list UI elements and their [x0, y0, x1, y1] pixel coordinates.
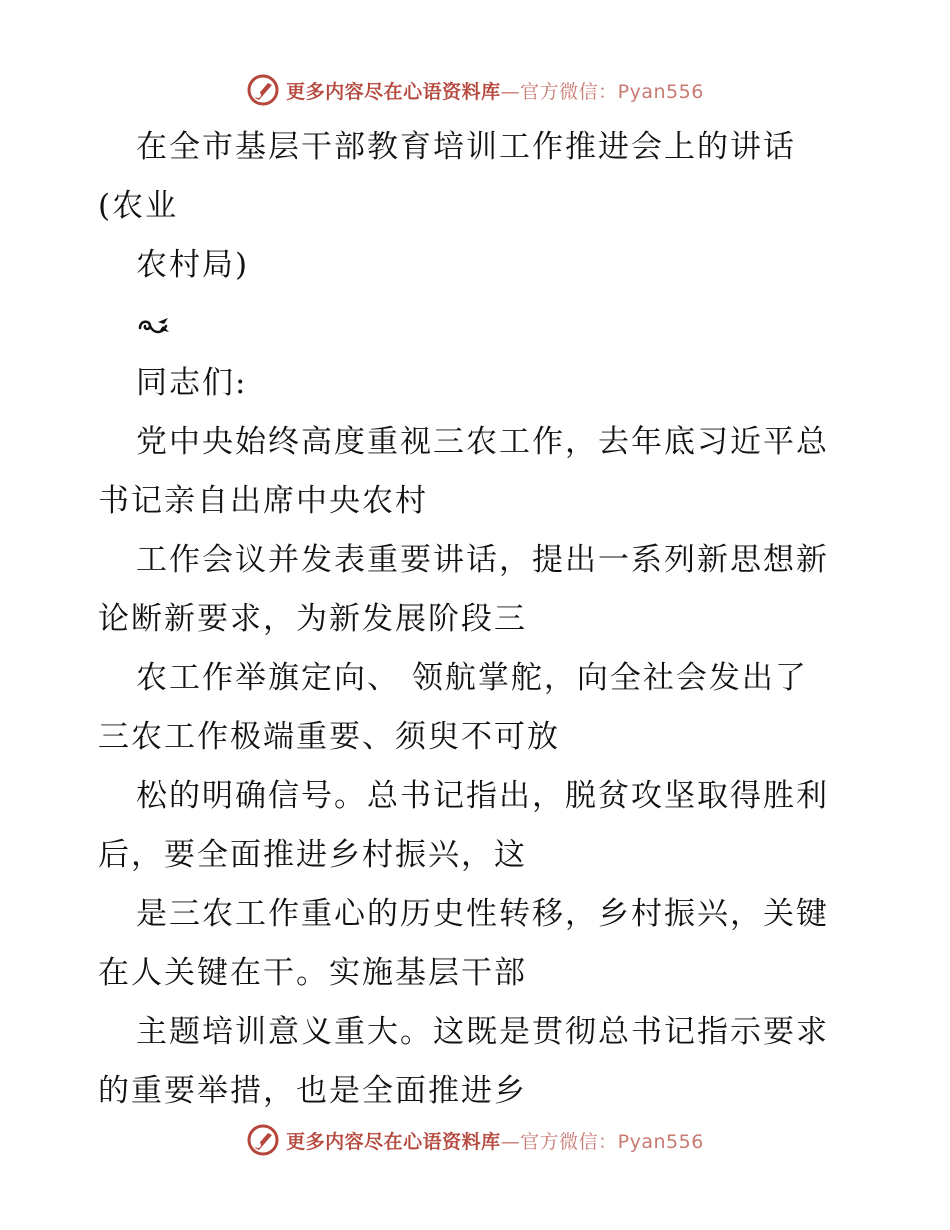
banner-suffix: 官方微信：Pyan556 [520, 1130, 704, 1153]
paragraph-line: 后，要全面推进乡村振兴，这 [98, 837, 527, 873]
header-banner [0, 70, 950, 110]
paragraph-line: 松的明确信号。总书记指出，脱贫攻坚取得胜利 [136, 778, 829, 814]
paragraph-line: 党中央始终高度重视三农工作，去年底习近平总 [136, 424, 829, 460]
paragraph-line: 在人关键在干。实施基层干部 [98, 955, 527, 991]
pen-logo-icon [246, 1123, 280, 1157]
banner-prefix: 更多内容尽在心语资料库 [286, 1130, 501, 1153]
banner-separator: — [500, 1130, 521, 1153]
pen-logo-icon [246, 73, 280, 107]
fleuron-icon [98, 295, 868, 354]
banner-text [286, 77, 704, 104]
title-line-2: (农业 [98, 188, 179, 224]
salutation: 同志们: [136, 365, 248, 401]
paragraph-line: 工作会议并发表重要讲话，提出一系列新思想新 [136, 542, 829, 578]
title-line-3: 农村局) [136, 247, 250, 283]
banner-separator: — [500, 80, 521, 103]
title-line-1: 在全市基层干部教育培训工作推进会上的讲话 [136, 129, 796, 165]
document-body [98, 118, 868, 1121]
paragraph-line: 的重要举措，也是全面推进乡 [98, 1073, 527, 1109]
paragraph-line: 论断新要求，为新发展阶段三 [98, 601, 527, 637]
paragraph-line: 主题培训意义重大。这既是贯彻总书记指示要求 [136, 1014, 829, 1050]
banner-prefix: 更多内容尽在心语资料库 [286, 80, 501, 103]
paragraph-line: 书记亲自出席中央农村 [98, 483, 428, 519]
paragraph-line: 农工作举旗定向、 领航掌舵，向全社会发出了 [136, 660, 808, 696]
footer-banner [0, 1120, 950, 1160]
banner-suffix: 官方微信：Pyan556 [520, 80, 704, 103]
paragraph-line: 三农工作极端重要、须臾不可放 [98, 719, 560, 755]
paragraph-line: 是三农工作重心的历史性转移，乡村振兴，关键 [136, 896, 829, 932]
banner-text [286, 1127, 704, 1154]
